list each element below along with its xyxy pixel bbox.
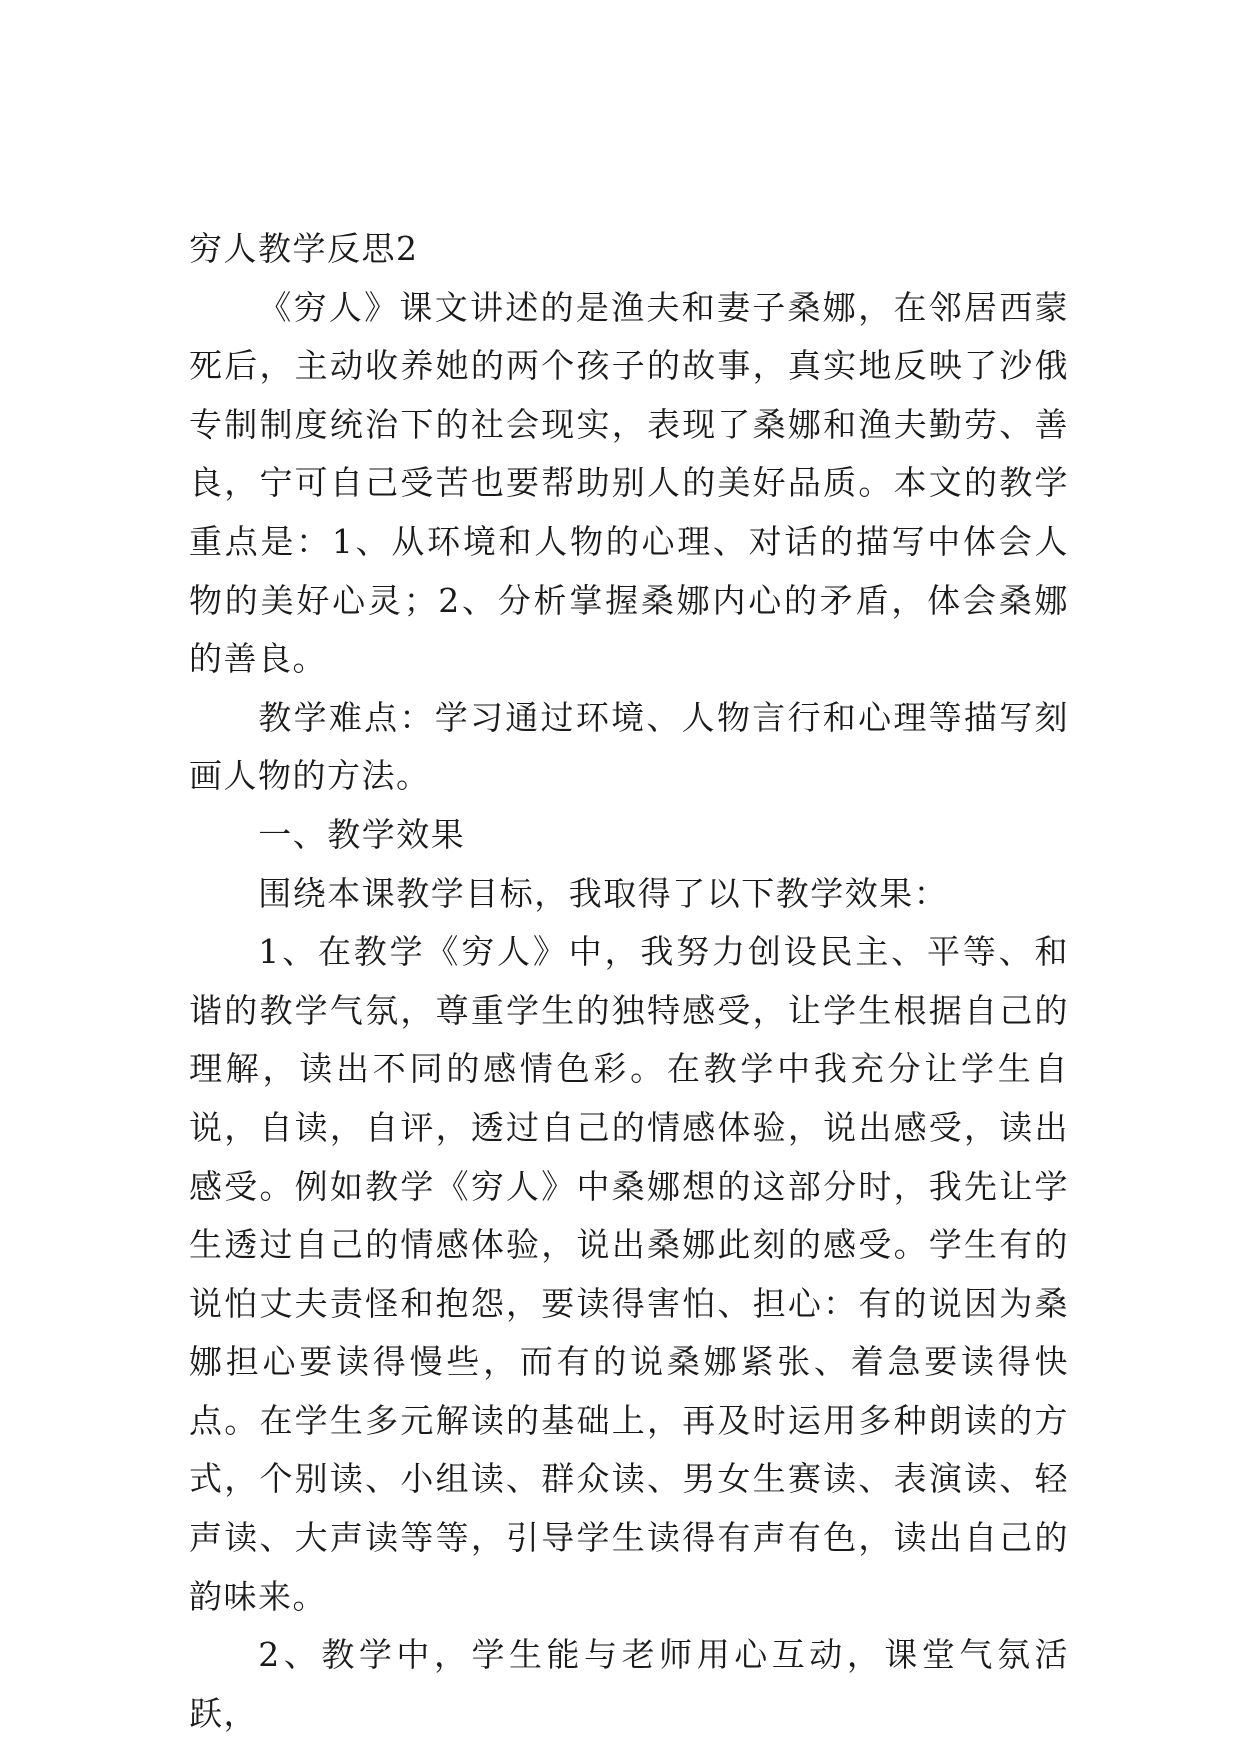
paragraph-difficulty: 教学难点：学习通过环境、人物言行和心理等描写刻画人物的方法。 — [189, 697, 1069, 796]
paragraph-effect-summary: 围绕本课教学目标，我取得了以下教学效果： — [258, 873, 949, 913]
paragraph-effect-1: 1、在教学《穷人》中，我努力创设民主、平等、和谐的教学气氛，尊重学生的独特感受，让学生根据自己的理解，读出不同的感情色彩。在教学中我充分让学生自说，自读，自评，透过自己的情感体验，说出感受，读出感受。例如教学《穷人》中桑娜想的这部分时，我先让学生透过自己的情感体验，说出桑娜此刻的感受。学生有的说怕丈夫责怪和抱怨，要读得害怕、担心：有的说因为桑娜担心要读得慢些，而有的说桑娜紧张、着急要读得快点。在学生多元解读的基础上，再及时运用多种朗读的方式，个别读、小组读、群众读、男女生赛读、表演读、轻声读、大声读等等，引导学生读得有声有色，读出自己的韵味来。 — [189, 932, 1069, 1616]
document-title: 穷人教学反思2 — [189, 229, 419, 268]
paragraph-effect-2: 2、教学中，学生能与老师用心互动，课堂气氛活跃， — [189, 1635, 1069, 1733]
paragraph-intro: 《穷人》课文讲述的是渔夫和妻子桑娜，在邻居西蒙死后，主动收养她的两个孩子的故事，真实地反映了沙俄专制制度统治下的社会现实，表现了桑娜和渔夫勤劳、善良，宁可自己受苦也要帮助别人的美好品质。本文的教学重点是：1、从环境和人物的心理、对话的描写中体会人物的美好心灵；2、分析掌握桑娜内心的矛盾，体会桑娜的善良。 — [189, 287, 1069, 679]
section-heading-teaching-effect: 一、教学效果 — [258, 814, 466, 854]
document-body — [189, 220, 1069, 1743]
